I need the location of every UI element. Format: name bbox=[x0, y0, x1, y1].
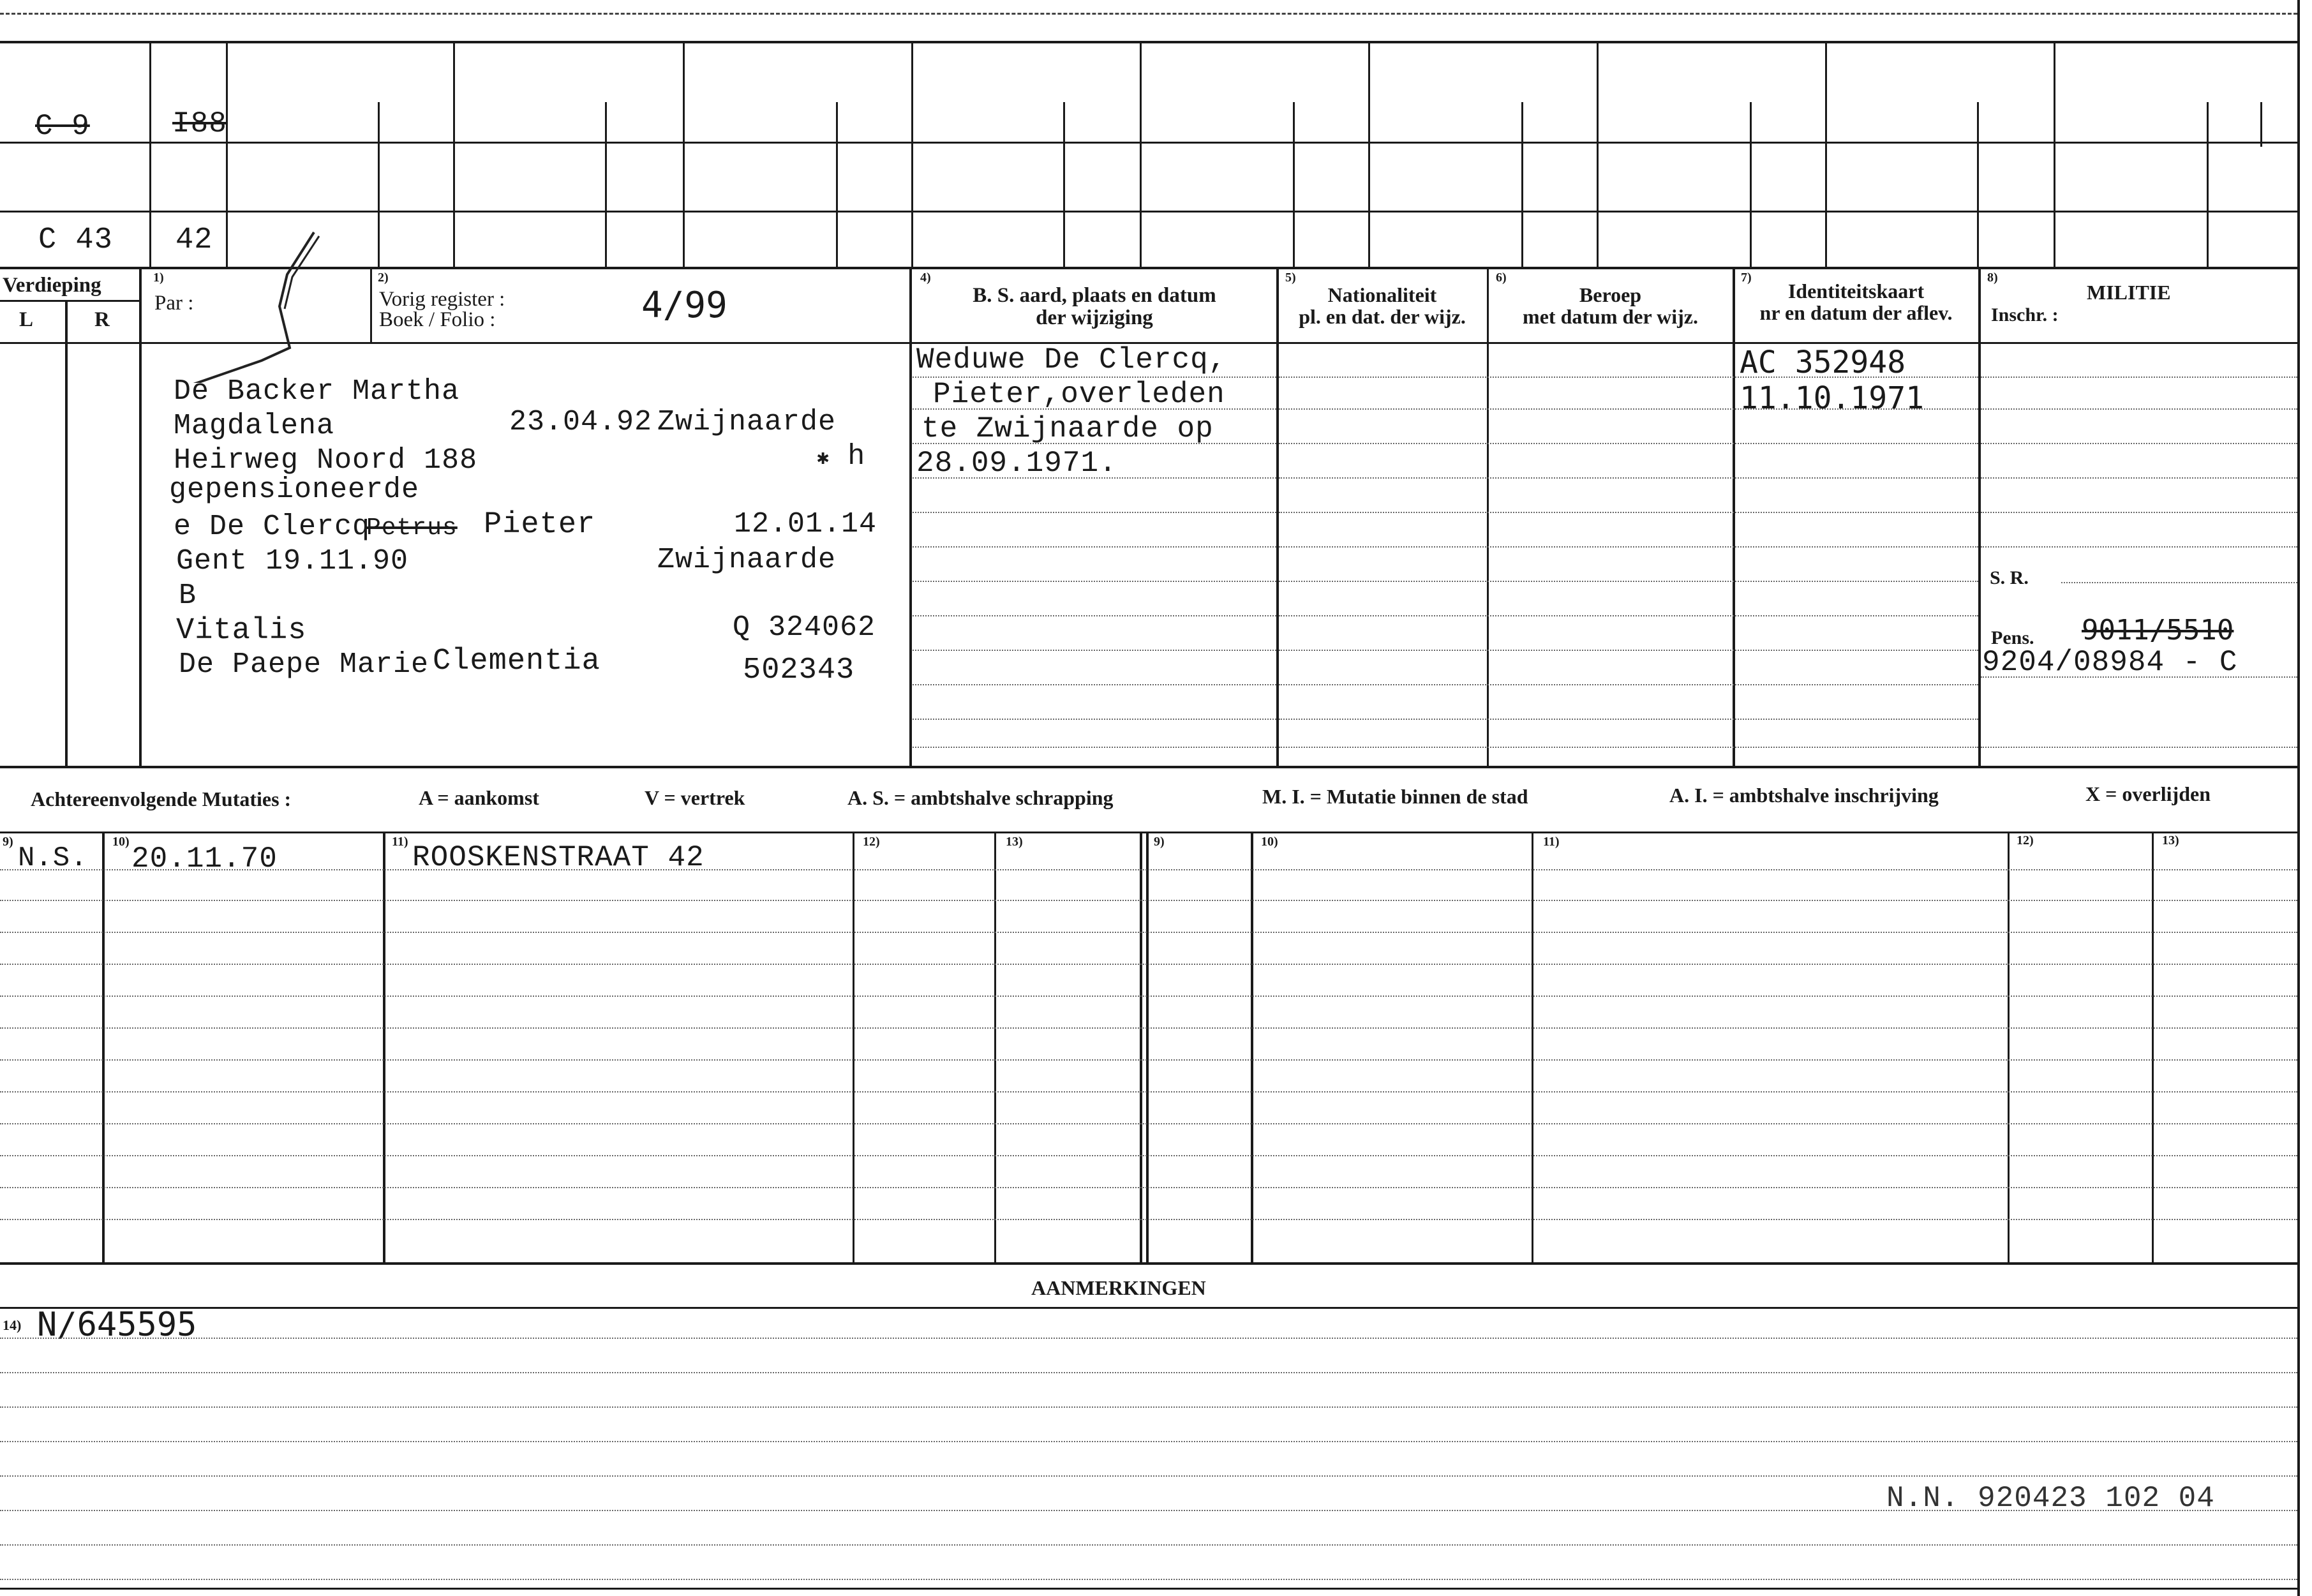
aanmerkingen-title: AANMERKINGEN bbox=[1031, 1276, 1206, 1299]
aanmerkingen-number: 14) bbox=[3, 1317, 22, 1333]
bs-header-line2: der wijziging bbox=[1036, 306, 1153, 329]
vorig-register-label: Vorig register : bbox=[379, 288, 505, 311]
struck-code: C 9 bbox=[35, 110, 90, 143]
sr-label: S. R. bbox=[1990, 567, 2029, 588]
pens-struck-value: 9011/5510 bbox=[2082, 614, 2234, 646]
par-number: 1) bbox=[153, 271, 164, 285]
identity-card-date: 11.10.1971 bbox=[1740, 380, 1924, 416]
aanmerkingen-value: N/645595 bbox=[37, 1306, 197, 1344]
bs-header bbox=[913, 285, 1276, 329]
verdieping-left-label: L bbox=[19, 308, 34, 331]
militie-number: 8) bbox=[1987, 271, 1998, 285]
bs-entry-line4: 28.09.1971. bbox=[916, 447, 1117, 480]
inschr-label: Inschr. : bbox=[1991, 304, 2059, 325]
boek-folio-value: 4/99 bbox=[641, 285, 727, 326]
mutation-code: N.S. bbox=[18, 842, 88, 874]
register-code: C 43 bbox=[38, 223, 113, 257]
identiteit-header bbox=[1734, 281, 1978, 324]
nationaliteit-number: 5) bbox=[1285, 271, 1296, 285]
mut-right-col12: 12) bbox=[2017, 833, 2034, 847]
pens-value: 9204/08984 - C bbox=[1982, 646, 2238, 679]
mut-left-col13: 13) bbox=[1006, 835, 1023, 849]
code-one: Q 324062 bbox=[733, 611, 876, 644]
nationaliteit-header-line1: Nationaliteit bbox=[1327, 283, 1437, 306]
bs-entry-line3: te Zwijnaarde op bbox=[921, 412, 1214, 445]
militie-title: MILITIE bbox=[2087, 281, 2171, 304]
profession: gepensioneerde bbox=[169, 474, 420, 506]
mutation-date: 20.11.70 bbox=[131, 842, 278, 876]
father-name: Vitalis bbox=[176, 614, 307, 648]
spouse-first-name: Pieter bbox=[484, 508, 596, 542]
beroep-header-line1: Beroep bbox=[1579, 283, 1642, 306]
mutaties-title: Achtereenvolgende Mutaties : bbox=[31, 787, 292, 810]
mut-right-col11: 11) bbox=[1543, 835, 1560, 849]
national-number: N.N. 920423 102 04 bbox=[1886, 1482, 2215, 1515]
spouse-struck-name: Petrus bbox=[366, 514, 458, 542]
verdieping-label: Verdieping bbox=[3, 274, 101, 297]
mut-left-col11: 11) bbox=[392, 835, 408, 849]
struck-number: I88 bbox=[172, 107, 227, 140]
nationaliteit-header-line2: pl. en dat. der wijz. bbox=[1299, 304, 1466, 328]
beroep-header-line2: met datum der wijz. bbox=[1523, 304, 1698, 328]
identiteit-header-line1: Identiteitskaart bbox=[1787, 280, 1925, 302]
mut-left-col10: 10) bbox=[112, 835, 130, 849]
mut-right-col13: 13) bbox=[2162, 833, 2179, 847]
legend-overlijden: X = overlijden bbox=[2085, 782, 2211, 805]
verdieping-right-label: R bbox=[94, 308, 110, 331]
birth-place: Zwijnaarde bbox=[657, 406, 837, 438]
beroep-header bbox=[1488, 285, 1733, 327]
household-marker: ✱ h bbox=[817, 440, 866, 473]
marital-letter: B bbox=[179, 579, 197, 612]
identity-card-number: AC 352948 bbox=[1740, 345, 1906, 380]
bs-number: 4) bbox=[920, 271, 931, 285]
legend-schrapping: A. S. = ambtshalve schrapping bbox=[847, 786, 1114, 809]
address-line: Heirweg Noord 188 bbox=[174, 444, 478, 477]
mut-left-col9: 9) bbox=[3, 835, 13, 849]
legend-vertrek: V = vertrek bbox=[645, 786, 745, 809]
legend-aankomst: A = aankomst bbox=[419, 786, 539, 809]
person-name-line2: Magdalena bbox=[174, 410, 335, 442]
spouse-birth: Gent 19.11.90 bbox=[176, 545, 409, 578]
mother-name: De Paepe Marie bbox=[179, 648, 429, 681]
code-two: 502343 bbox=[743, 653, 855, 687]
household-marker-letter: h bbox=[847, 440, 866, 473]
identiteit-header-line2: nr en datum der aflev. bbox=[1759, 301, 1953, 324]
nationaliteit-header bbox=[1278, 285, 1487, 327]
par-label: Par : bbox=[154, 292, 194, 315]
legend-inschrijving: A. I. = ambtshalve inschrijving bbox=[1669, 784, 1939, 807]
birth-date: 23.04.92 bbox=[509, 406, 653, 438]
bs-header-line1: B. S. aard, plaats en datum bbox=[973, 284, 1216, 307]
vorig-number: 2) bbox=[378, 271, 389, 285]
bs-entry-line2: Pieter,overleden bbox=[933, 378, 1225, 411]
spouse-date: 12.01.14 bbox=[734, 508, 877, 541]
spouse-place: Zwijnaarde bbox=[657, 544, 837, 576]
identiteit-number: 7) bbox=[1741, 271, 1752, 285]
person-name-line1: De Backer Martha bbox=[174, 375, 460, 408]
mother-second-name: Clementia bbox=[433, 645, 600, 678]
mut-left-col12: 12) bbox=[863, 835, 880, 849]
mutation-address: ROOSKENSTRAAT 42 bbox=[412, 841, 705, 874]
mut-right-col10: 10) bbox=[1261, 835, 1278, 849]
legend-mutatie: M. I. = Mutatie binnen de stad bbox=[1262, 785, 1528, 808]
bs-entry-line1: Weduwe De Clercq, bbox=[916, 343, 1227, 377]
par-handwritten-mark bbox=[166, 230, 332, 383]
mut-right-col9: 9) bbox=[1154, 835, 1165, 849]
pens-label: Pens. bbox=[1991, 627, 2034, 648]
boek-folio-label: Boek / Folio : bbox=[379, 308, 496, 331]
register-number: 42 bbox=[175, 223, 213, 257]
beroep-number: 6) bbox=[1496, 271, 1507, 285]
spouse-prefix: e De Clercq bbox=[174, 511, 371, 543]
